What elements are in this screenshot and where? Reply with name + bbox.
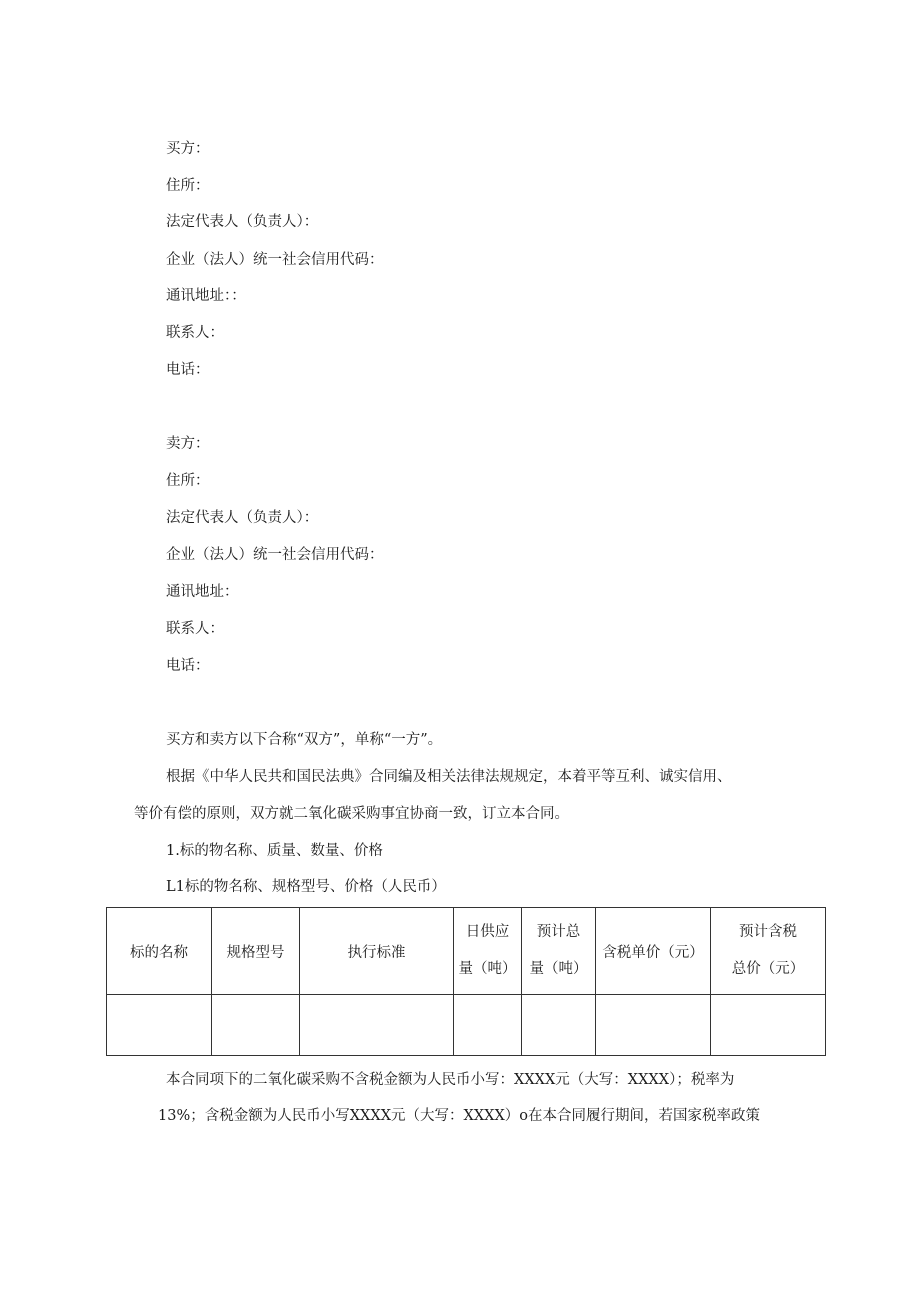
header-goods-name: 标的名称 <box>107 908 212 995</box>
buyer-legal-rep-line: 法定代表人（负责人）： <box>166 214 319 230</box>
table-cell <box>711 995 826 1056</box>
seller-address-line: 住所： <box>166 473 210 489</box>
seller-credit-code-line: 企业（法人）统一社会信用代码： <box>166 547 384 563</box>
preamble-paragraph-2-line-1: 根据《中华人民共和国民法典》合同编及相关法律法规规定，本着平等互利、诚实信用、 <box>166 769 732 785</box>
table-cell <box>107 995 212 1056</box>
buyer-contact-line: 联系人： <box>166 325 224 341</box>
buyer-credit-code-line: 企业（法人）统一社会信用代码： <box>166 252 384 268</box>
amount-paragraph-line-1: 本合同项下的二氧化碳采购不含税金额为人民币小写：XXXX元（大写：XXXX）；税率为 <box>166 1072 735 1088</box>
table-cell <box>522 995 596 1056</box>
goods-spec-table <box>106 907 826 1056</box>
header-total-price-tax: 预计含税 总价（元） <box>711 908 826 995</box>
buyer-address-line: 住所： <box>166 178 210 194</box>
seller-party-line: 卖方： <box>166 436 210 452</box>
header-unit-price-tax: 含税单价（元） <box>596 908 711 995</box>
header-standard: 执行标准 <box>300 908 454 995</box>
preamble-paragraph-2-line-2: 等价有偿的原则，双方就二氧化碳采购事宜协商一致，订立本合同。 <box>134 806 569 822</box>
table-row <box>107 995 826 1056</box>
header-estimated-total: 预计总 量（吨） <box>522 908 596 995</box>
buyer-party-line: 买方： <box>166 141 210 157</box>
amount-paragraph-line-2: 13%；含税金额为人民币小写XXXX元（大写：XXXX）o在本合同履行期间，若国家税率政策 <box>158 1108 761 1124</box>
preamble-paragraph-1: 买方和卖方以下合称“双方”，单称“一方”。 <box>166 732 443 748</box>
buyer-mail-address-line: 通讯地址：： <box>166 288 246 304</box>
section-1-1-heading: L1标的物名称、规格型号、价格（人民币） <box>166 879 446 895</box>
seller-contact-line: 联系人： <box>166 621 224 637</box>
buyer-phone-line: 电话： <box>166 362 210 378</box>
table-cell <box>212 995 300 1056</box>
seller-mail-address-line: 通讯地址： <box>166 584 239 600</box>
seller-phone-line: 电话： <box>166 658 210 674</box>
header-model-spec: 规格型号 <box>212 908 300 995</box>
table-cell <box>454 995 522 1056</box>
table-cell <box>300 995 454 1056</box>
header-daily-supply: 日供应 量（吨） <box>454 908 522 995</box>
section-1-heading: 1.标的物名称、质量、数量、价格 <box>166 843 383 859</box>
table-header-row <box>107 908 826 995</box>
table-cell <box>596 995 711 1056</box>
seller-legal-rep-line: 法定代表人（负责人）： <box>166 510 319 526</box>
